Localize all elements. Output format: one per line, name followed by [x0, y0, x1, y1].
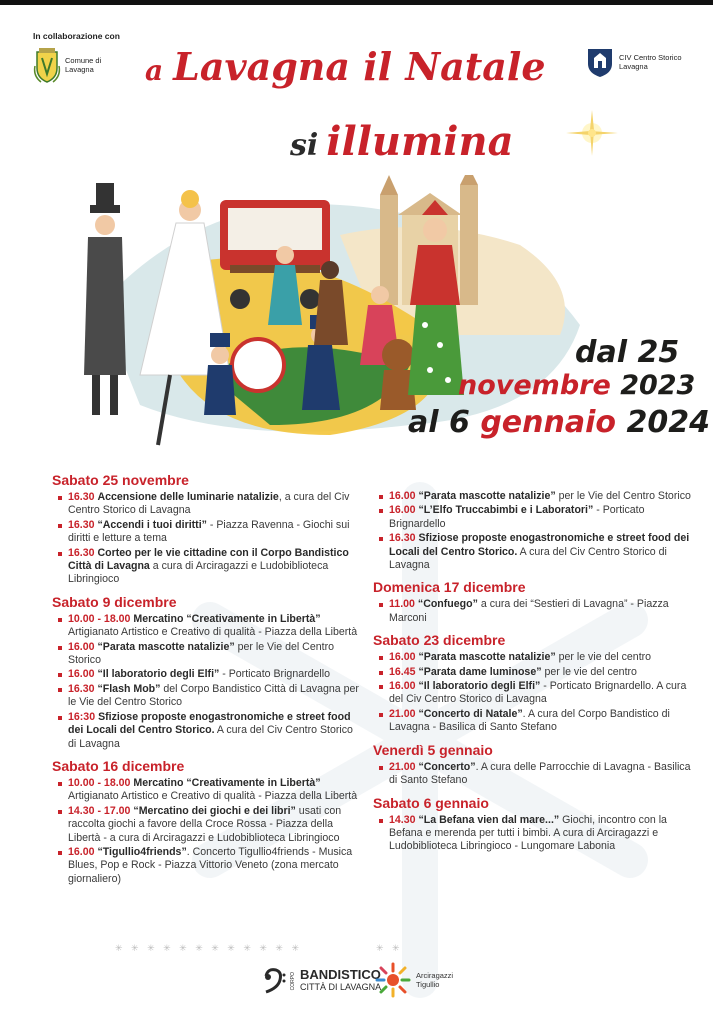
corpo-bandistico-logo: [262, 966, 381, 996]
event-details: Artigianato Artistico e Creativo di qualità - Piazza della Libertà: [68, 626, 358, 639]
event-title: Sfiziose proposte enogastronomiche e street food dei Locali del Centro Storico.: [389, 532, 690, 558]
event-time: 16.30: [68, 518, 95, 531]
program-right-column: [373, 490, 693, 855]
event-list: [52, 491, 362, 587]
event-time: 21.00: [389, 707, 416, 720]
date-from: [575, 335, 679, 370]
comune-logo: [33, 46, 115, 84]
event-details: . Concerto Tigullio4friends - Musica Blues, Pop e Rock - Piazza Vittorio Veneto (zona mercato giornaliero): [68, 845, 353, 885]
event-details: per le Vie del Centro Storico: [555, 490, 691, 502]
event-title: “Confuego”: [417, 598, 478, 611]
date-to: [408, 405, 710, 440]
event-time: 16.30: [389, 532, 416, 545]
event-time: 21.00: [389, 760, 416, 773]
event-title: “Accendi i tuoi diritti”: [97, 518, 207, 531]
date-to-year: 2024: [626, 405, 710, 440]
program-left-column: [52, 472, 362, 887]
event-details: per le vie del centro: [541, 665, 637, 678]
event-details: Giochi, incontro con la Befana e merenda per tutti i bimbi. A cura di Arciragazzi e Ludobiblioteca Libringioco - Lungomare Labonia: [389, 813, 667, 853]
event-time: 11.00: [389, 598, 415, 611]
event-item: [52, 668, 362, 681]
event-list: [373, 814, 693, 854]
event-item: [52, 491, 362, 518]
band-name-block: [300, 968, 381, 994]
event-time: 16.30: [68, 682, 95, 695]
day-heading: Domenica 17 dicembre: [373, 579, 526, 596]
event-title: Mercatino “Creativamente in Libertà”: [133, 612, 321, 625]
event-title: “Flash Mob”: [97, 682, 161, 695]
event-item: [52, 519, 362, 546]
event-time: 16.00: [389, 490, 416, 502]
sun-icon: [375, 962, 411, 998]
arciragazzi-name: Arciragazzi Tigullio: [416, 971, 454, 989]
event-item: [52, 846, 362, 886]
title-line-1: [145, 44, 546, 89]
title-lavagna-natale: Lavagna il Natale: [173, 44, 546, 89]
event-details: . A cura del Corpo Bandistico di Lavagna - Basilica di Santo Stefano: [389, 707, 670, 734]
event-item: [52, 613, 362, 640]
date-from-prefix: dal: [575, 335, 628, 370]
date-to-day: 6: [448, 405, 470, 440]
event-item: [373, 532, 693, 572]
event-details: per le Vie del Centro Storico: [68, 640, 334, 667]
event-list: [373, 490, 693, 572]
date-from-month: novembre: [458, 370, 611, 401]
date-to-month: gennaio: [480, 405, 616, 440]
event-details: - Porticato Brignardello: [219, 668, 331, 681]
event-details: - Porticato Brignardello. A cura del Civ Centro Storico di Lavagna: [389, 680, 687, 706]
decorative-stars-left: ✳ ✳ ✳ ✳ ✳ ✳ ✳ ✳ ✳ ✳ ✳ ✳: [115, 943, 302, 953]
event-title: “Parata mascotte natalizie”: [97, 640, 235, 653]
sparkle-icon: [562, 108, 622, 158]
event-title: “Concerto di Natale”: [418, 707, 523, 720]
event-title: “Mercatino dei giochi e dei libri”: [133, 804, 296, 817]
event-title: “Parata dame luminose”: [418, 665, 542, 678]
event-item: [373, 666, 693, 679]
event-time: 16:30: [68, 710, 96, 723]
event-list: [52, 777, 362, 886]
day-heading: Sabato 25 novembre: [52, 472, 189, 488]
event-details: a cura dei “Sestieri di Lavagna” - Piazza Marconi: [389, 598, 669, 624]
event-item: [373, 680, 693, 707]
day-heading: Sabato 9 dicembre: [52, 593, 177, 610]
crest-icon: [33, 46, 61, 84]
event-time: 14.30 - 17.00: [68, 804, 131, 817]
band-corpo-label: CORPO: [290, 971, 296, 991]
event-item: [52, 547, 362, 587]
arciragazzi-logo: [375, 962, 476, 998]
event-details: , a cura del Civ Centro Storico di Lavagna: [68, 491, 350, 517]
event-item: [52, 805, 362, 845]
event-title: “Parata mascotte natalizie”: [418, 490, 556, 502]
bass-clef-icon: [262, 966, 286, 996]
event-time: 16.30: [68, 546, 95, 559]
event-time: 10.00 - 18.00: [68, 776, 131, 789]
day-heading: Sabato 23 dicembre: [373, 632, 506, 649]
event-item: [373, 708, 693, 735]
civ-logo: [585, 46, 689, 78]
title-line-2: [290, 118, 513, 165]
band-name: BANDISTICO: [300, 967, 381, 982]
event-time: 16.45: [389, 665, 416, 678]
event-time: 16.00: [389, 680, 416, 693]
shield-icon: [585, 46, 615, 78]
event-item: [373, 504, 693, 531]
event-title: Mercatino “Creativamente in Libertà”: [133, 776, 321, 789]
title-illumina: illumina: [326, 118, 514, 165]
event-details: . A cura delle Parrocchie di Lavagna - Basilica di Santo Stefano: [389, 760, 691, 787]
event-title: “La Befana vien dal mare...”: [418, 813, 560, 826]
event-list: [373, 761, 693, 788]
comune-name: Comune di Lavagna: [65, 56, 102, 74]
event-details: - Piazza Ravenna - Giochi sui diritti e letture a tema: [68, 518, 350, 545]
event-details: A cura del Civ Centro Storico di Lavagna: [389, 545, 667, 572]
event-title: “Concerto”: [418, 760, 476, 773]
event-details: per le vie del centro: [555, 651, 652, 664]
event-list: [373, 598, 693, 625]
day-heading: Sabato 16 dicembre: [52, 757, 185, 774]
title-si: si: [290, 128, 319, 163]
event-title: Sfiziose proposte enogastronomiche e street food dei Locali del Centro Storico.: [68, 710, 351, 737]
event-details: del Corpo Bandistico Città di Lavagna per le Vie del Centro Storico: [68, 682, 359, 709]
event-list: [373, 651, 693, 734]
event-item: [52, 711, 362, 751]
event-item: [373, 814, 693, 854]
event-details: usati con raccolta giochi a favore della Croce Rossa - Piazza della Libertà - a cura di Arciragazzi e Ludobiblioteca Libringioco: [68, 804, 342, 844]
event-item: [52, 641, 362, 668]
event-item: [52, 683, 362, 710]
date-from-year: 2023: [620, 370, 696, 401]
event-time: 16.00: [389, 504, 416, 517]
day-heading: Sabato 6 gennaio: [373, 794, 489, 811]
event-details: A cura del Civ Centro Storico di Lavagna: [68, 724, 353, 750]
event-title: “L’Elfo Truccabimbi e i Laboratori”: [418, 504, 594, 517]
event-item: [52, 777, 362, 804]
event-title: “Il laboratorio degli Elfi”: [97, 668, 220, 681]
date-to-prefix: al: [408, 405, 439, 440]
event-item: [373, 598, 693, 625]
event-title: “Il laboratorio degli Elfi”: [418, 680, 541, 693]
day-heading: Venerdì 5 gennaio: [373, 741, 493, 758]
event-time: 14.30: [389, 813, 416, 826]
civ-name: CIV Centro Storico Lavagna: [619, 53, 682, 71]
event-item: [373, 761, 693, 788]
event-title: Accensione delle luminarie natalizie: [97, 491, 279, 503]
event-time: 16.00: [68, 845, 95, 858]
event-item: [373, 651, 693, 664]
event-details: Artigianato Artistico e Creativo di qualità - Piazza della Libertà: [68, 790, 358, 803]
event-time: 10.00 - 18.00: [68, 612, 131, 625]
event-title: Corteo per le vie cittadine con il Corpo Bandistico Città di Lavagna: [68, 546, 349, 573]
band-city: CITTÀ DI LAVAGNA: [300, 982, 382, 992]
collaboration-label: In collaborazione con: [33, 31, 120, 41]
event-title: “Tigullio4friends”: [97, 845, 187, 858]
event-details: a cura di Arciragazzi e Ludobiblioteca Libringioco: [68, 560, 329, 586]
date-from-day: 25: [637, 335, 680, 370]
event-list: [52, 613, 362, 751]
event-item: [373, 490, 693, 503]
event-time: 16.00: [68, 640, 95, 653]
event-time: 16.30: [68, 491, 95, 503]
event-time: 16.00: [68, 668, 95, 681]
event-time: 16.00: [389, 651, 416, 664]
title-a: a: [145, 54, 164, 87]
top-bar: [0, 0, 713, 5]
event-details: - Porticato Brignardello: [389, 504, 645, 530]
decorative-stars-right: ✳ ✳: [376, 943, 403, 953]
date-from-month-year: [458, 370, 695, 401]
event-title: “Parata mascotte natalizie”: [418, 651, 556, 664]
